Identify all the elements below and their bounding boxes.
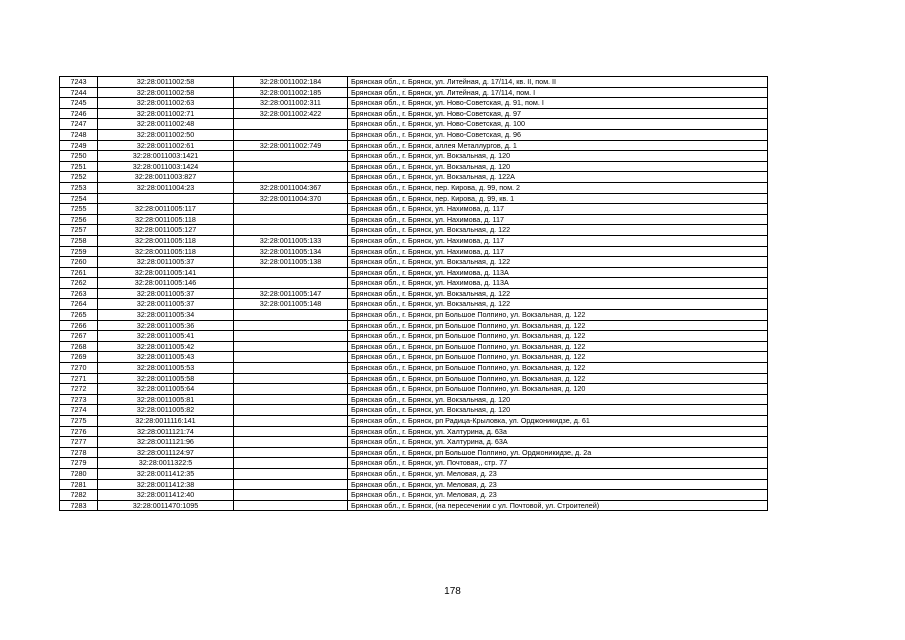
address-cell: Брянская обл., г. Брянск, аллея Металлургов, д. 1 xyxy=(348,140,768,151)
table-row xyxy=(60,151,768,162)
address-cell: Брянская обл., г. Брянск, рп Большое Полпино, ул. Вокзальная, д. 120 xyxy=(348,384,768,395)
premises-cadastral-number-cell: 32:28:0011002:749 xyxy=(234,140,348,151)
cadastral-number-cell: 32:28:0011005:117 xyxy=(98,204,234,215)
cadastral-number-cell: 32:28:0011470:1095 xyxy=(98,500,234,511)
premises-cadastral-number-cell xyxy=(234,172,348,183)
table-row xyxy=(60,352,768,363)
table-row xyxy=(60,77,768,88)
premises-cadastral-number-cell xyxy=(234,363,348,374)
premises-cadastral-number-cell xyxy=(234,214,348,225)
table-body xyxy=(60,77,768,511)
row-number-cell: 7261 xyxy=(60,267,98,278)
table-row xyxy=(60,490,768,501)
premises-cadastral-number-cell xyxy=(234,129,348,140)
row-number-cell: 7279 xyxy=(60,458,98,469)
cadastral-number-cell: 32:28:0011002:58 xyxy=(98,87,234,98)
table-row xyxy=(60,246,768,257)
address-cell: Брянская обл., г. Брянск, ул. Нахимова, д. 117 xyxy=(348,235,768,246)
cadastral-number-cell: 32:28:0011003:827 xyxy=(98,172,234,183)
premises-cadastral-number-cell xyxy=(234,373,348,384)
address-cell: Брянская обл., г. Брянск, ул. Нахимова, д. 117 xyxy=(348,204,768,215)
table-row xyxy=(60,405,768,416)
premises-cadastral-number-cell xyxy=(234,426,348,437)
address-cell: Брянская обл., г. Брянск, ул. Ново-Советская, д. 97 xyxy=(348,108,768,119)
cadastral-number-cell: 32:28:0011002:50 xyxy=(98,129,234,140)
table-row xyxy=(60,193,768,204)
row-number-cell: 7256 xyxy=(60,214,98,225)
table-row xyxy=(60,500,768,511)
address-cell: Брянская обл., г. Брянск, ул. Вокзальная, д. 122 xyxy=(348,257,768,268)
row-number-cell: 7267 xyxy=(60,331,98,342)
cadastral-number-cell: 32:28:0011005:37 xyxy=(98,257,234,268)
address-cell: Брянская обл., г. Брянск, ул. Ново-Советская, д. 100 xyxy=(348,119,768,130)
table-row xyxy=(60,214,768,225)
row-number-cell: 7250 xyxy=(60,151,98,162)
address-cell: Брянская обл., г. Брянск, ул. Вокзальная, д. 120 xyxy=(348,394,768,405)
row-number-cell: 7255 xyxy=(60,204,98,215)
address-cell: Брянская обл., г. Брянск, ул. Нахимова, д. 117 xyxy=(348,246,768,257)
table-row xyxy=(60,416,768,427)
cadastral-number-cell: 32:28:0011116:141 xyxy=(98,416,234,427)
row-number-cell: 7253 xyxy=(60,182,98,193)
table-row xyxy=(60,331,768,342)
premises-cadastral-number-cell: 32:28:0011005:147 xyxy=(234,288,348,299)
premises-cadastral-number-cell xyxy=(234,437,348,448)
cadastral-number-cell: 32:28:0011005:127 xyxy=(98,225,234,236)
row-number-cell: 7269 xyxy=(60,352,98,363)
row-number-cell: 7276 xyxy=(60,426,98,437)
table-row xyxy=(60,225,768,236)
cadastral-number-cell: 32:28:0011005:118 xyxy=(98,235,234,246)
row-number-cell: 7274 xyxy=(60,405,98,416)
table-row xyxy=(60,320,768,331)
address-cell: Брянская обл., г. Брянск, ул. Халтурина, д. 63а xyxy=(348,426,768,437)
table-row xyxy=(60,447,768,458)
cadastral-number-cell: 32:28:0011002:63 xyxy=(98,98,234,109)
page-number: 178 xyxy=(444,586,461,597)
address-cell: Брянская обл., г. Брянск, рп Большое Полпино, ул. Вокзальная, д. 122 xyxy=(348,363,768,374)
premises-cadastral-number-cell xyxy=(234,331,348,342)
premises-cadastral-number-cell xyxy=(234,394,348,405)
table-row xyxy=(60,468,768,479)
row-number-cell: 7243 xyxy=(60,77,98,88)
premises-cadastral-number-cell xyxy=(234,479,348,490)
address-cell: Брянская обл., г. Брянск, ул. Ново-Советская, д. 96 xyxy=(348,129,768,140)
table-row xyxy=(60,384,768,395)
cadastral-number-cell: 32:28:0011004:23 xyxy=(98,182,234,193)
table-row xyxy=(60,108,768,119)
table-row xyxy=(60,310,768,321)
premises-cadastral-number-cell xyxy=(234,225,348,236)
row-number-cell: 7273 xyxy=(60,394,98,405)
cadastral-number-cell: 32:28:0011005:43 xyxy=(98,352,234,363)
address-cell: Брянская обл., г. Брянск, ул. Вокзальная, д. 122 xyxy=(348,225,768,236)
premises-cadastral-number-cell xyxy=(234,310,348,321)
cadastral-number-cell: 32:28:0011005:53 xyxy=(98,363,234,374)
row-number-cell: 7280 xyxy=(60,468,98,479)
premises-cadastral-number-cell: 32:28:0011005:138 xyxy=(234,257,348,268)
premises-cadastral-number-cell xyxy=(234,458,348,469)
cadastral-number-cell: 32:28:0011002:61 xyxy=(98,140,234,151)
row-number-cell: 7275 xyxy=(60,416,98,427)
premises-cadastral-number-cell: 32:28:0011004:367 xyxy=(234,182,348,193)
cadastral-number-cell: 32:28:0011121:74 xyxy=(98,426,234,437)
row-number-cell: 7263 xyxy=(60,288,98,299)
cadastral-number-cell xyxy=(98,193,234,204)
address-cell: Брянская обл., г. Брянск, ул. Меловая, д. 23 xyxy=(348,468,768,479)
row-number-cell: 7248 xyxy=(60,129,98,140)
table-row xyxy=(60,278,768,289)
premises-cadastral-number-cell xyxy=(234,416,348,427)
premises-cadastral-number-cell xyxy=(234,490,348,501)
row-number-cell: 7251 xyxy=(60,161,98,172)
row-number-cell: 7259 xyxy=(60,246,98,257)
row-number-cell: 7258 xyxy=(60,235,98,246)
premises-cadastral-number-cell: 32:28:0011002:422 xyxy=(234,108,348,119)
address-cell: Брянская обл., г. Брянск, ул. Меловая, д. 23 xyxy=(348,490,768,501)
cadastral-number-cell: 32:28:0011005:58 xyxy=(98,373,234,384)
address-cell: Брянская обл., г. Брянск, рп Большое Полпино, ул. Орджоникидзе, д. 2а xyxy=(348,447,768,458)
row-number-cell: 7282 xyxy=(60,490,98,501)
table-row xyxy=(60,161,768,172)
address-cell: Брянская обл., г. Брянск, ул. Нахимова, д. 113А xyxy=(348,278,768,289)
row-number-cell: 7244 xyxy=(60,87,98,98)
row-number-cell: 7283 xyxy=(60,500,98,511)
cadastral-number-cell: 32:28:0011002:48 xyxy=(98,119,234,130)
table-row xyxy=(60,204,768,215)
table-row xyxy=(60,119,768,130)
premises-cadastral-number-cell xyxy=(234,278,348,289)
premises-cadastral-number-cell xyxy=(234,161,348,172)
address-cell: Брянская обл., г. Брянск, рп Большое Полпино, ул. Вокзальная, д. 122 xyxy=(348,320,768,331)
cadastral-number-cell: 32:28:0011005:41 xyxy=(98,331,234,342)
premises-cadastral-number-cell xyxy=(234,151,348,162)
premises-cadastral-number-cell: 32:28:0011004:370 xyxy=(234,193,348,204)
table-row xyxy=(60,437,768,448)
cadastral-number-cell: 32:28:0011322:5 xyxy=(98,458,234,469)
premises-cadastral-number-cell xyxy=(234,119,348,130)
property-registry-table xyxy=(59,76,768,511)
address-cell: Брянская обл., г. Брянск, ул. Меловая, д. 23 xyxy=(348,479,768,490)
premises-cadastral-number-cell xyxy=(234,320,348,331)
address-cell: Брянская обл., г. Брянск, ул. Ново-Советская, д. 91, пом. I xyxy=(348,98,768,109)
cadastral-number-cell: 32:28:0011005:37 xyxy=(98,288,234,299)
premises-cadastral-number-cell xyxy=(234,405,348,416)
cadastral-number-cell: 32:28:0011003:1424 xyxy=(98,161,234,172)
address-cell: Брянская обл., г. Брянск, рп Большое Полпино, ул. Вокзальная, д. 122 xyxy=(348,331,768,342)
table-row xyxy=(60,182,768,193)
table-row xyxy=(60,341,768,352)
table-row xyxy=(60,394,768,405)
table-row xyxy=(60,479,768,490)
table-row xyxy=(60,458,768,469)
table-row xyxy=(60,87,768,98)
row-number-cell: 7277 xyxy=(60,437,98,448)
table-row xyxy=(60,235,768,246)
row-number-cell: 7281 xyxy=(60,479,98,490)
row-number-cell: 7260 xyxy=(60,257,98,268)
address-cell: Брянская обл., г. Брянск, ул. Вокзальная, д. 120 xyxy=(348,161,768,172)
table-row xyxy=(60,129,768,140)
address-cell: Брянская обл., г. Брянск, ул. Халтурина, д. 63А xyxy=(348,437,768,448)
table-row xyxy=(60,363,768,374)
row-number-cell: 7246 xyxy=(60,108,98,119)
address-cell: Брянская обл., г. Брянск, рп Радица-Крыловка, ул. Орджоникидзе, д. 61 xyxy=(348,416,768,427)
premises-cadastral-number-cell xyxy=(234,384,348,395)
cadastral-number-cell: 32:28:0011003:1421 xyxy=(98,151,234,162)
cadastral-number-cell: 32:28:0011412:40 xyxy=(98,490,234,501)
row-number-cell: 7262 xyxy=(60,278,98,289)
premises-cadastral-number-cell xyxy=(234,267,348,278)
premises-cadastral-number-cell: 32:28:0011002:185 xyxy=(234,87,348,98)
cadastral-number-cell: 32:28:0011005:146 xyxy=(98,278,234,289)
cadastral-number-cell: 32:28:0011412:38 xyxy=(98,479,234,490)
address-cell: Брянская обл., г. Брянск, пер. Кирова, д. 99, пом. 2 xyxy=(348,182,768,193)
address-cell: Брянская обл., г. Брянск, ул. Литейная, д. 17/114, пом. I xyxy=(348,87,768,98)
address-cell: Брянская обл., г. Брянск, ул. Литейная, д. 17/114, кв. II, пом. II xyxy=(348,77,768,88)
premises-cadastral-number-cell xyxy=(234,500,348,511)
cadastral-number-cell: 32:28:0011121:96 xyxy=(98,437,234,448)
cadastral-number-cell: 32:28:0011005:118 xyxy=(98,246,234,257)
address-cell: Брянская обл., г. Брянск, ул. Нахимова, д. 113А xyxy=(348,267,768,278)
row-number-cell: 7266 xyxy=(60,320,98,331)
row-number-cell: 7270 xyxy=(60,363,98,374)
table-row xyxy=(60,257,768,268)
address-cell: Брянская обл., г. Брянск, рп Большое Полпино, ул. Вокзальная, д. 122 xyxy=(348,341,768,352)
address-cell: Брянская обл., г. Брянск, ул. Нахимова, д. 117 xyxy=(348,214,768,225)
table-row xyxy=(60,288,768,299)
cadastral-number-cell: 32:28:0011005:118 xyxy=(98,214,234,225)
premises-cadastral-number-cell: 32:28:0011002:184 xyxy=(234,77,348,88)
table-row xyxy=(60,426,768,437)
address-cell: Брянская обл., г. Брянск, ул. Вокзальная, д. 122 xyxy=(348,288,768,299)
table-row xyxy=(60,267,768,278)
address-cell: Брянская обл., г. Брянск, рп Большое Полпино, ул. Вокзальная, д. 122 xyxy=(348,352,768,363)
cadastral-number-cell: 32:28:0011002:58 xyxy=(98,77,234,88)
cadastral-number-cell: 32:28:0011005:34 xyxy=(98,310,234,321)
table-row xyxy=(60,140,768,151)
address-cell: Брянская обл., г. Брянск, пер. Кирова, д. 99, кв. 1 xyxy=(348,193,768,204)
row-number-cell: 7254 xyxy=(60,193,98,204)
premises-cadastral-number-cell xyxy=(234,341,348,352)
premises-cadastral-number-cell xyxy=(234,468,348,479)
premises-cadastral-number-cell: 32:28:0011005:133 xyxy=(234,235,348,246)
table-row xyxy=(60,98,768,109)
row-number-cell: 7278 xyxy=(60,447,98,458)
row-number-cell: 7268 xyxy=(60,341,98,352)
premises-cadastral-number-cell: 32:28:0011002:311 xyxy=(234,98,348,109)
cadastral-number-cell: 32:28:0011005:141 xyxy=(98,267,234,278)
address-cell: Брянская обл., г. Брянск, рп Большое Полпино, ул. Вокзальная, д. 122 xyxy=(348,373,768,384)
cadastral-number-cell: 32:28:0011005:36 xyxy=(98,320,234,331)
row-number-cell: 7271 xyxy=(60,373,98,384)
row-number-cell: 7272 xyxy=(60,384,98,395)
cadastral-number-cell: 32:28:0011005:82 xyxy=(98,405,234,416)
row-number-cell: 7252 xyxy=(60,172,98,183)
row-number-cell: 7264 xyxy=(60,299,98,310)
premises-cadastral-number-cell: 32:28:0011005:134 xyxy=(234,246,348,257)
premises-cadastral-number-cell xyxy=(234,352,348,363)
row-number-cell: 7257 xyxy=(60,225,98,236)
address-cell: Брянская обл., г. Брянск, ул. Вокзальная, д. 122 xyxy=(348,299,768,310)
table-row xyxy=(60,172,768,183)
address-cell: Брянская обл., г. Брянск, ул. Вокзальная, д. 120 xyxy=(348,405,768,416)
address-cell: Брянская обл., г. Брянск, ул. Вокзальная, д. 122А xyxy=(348,172,768,183)
table-row xyxy=(60,299,768,310)
cadastral-number-cell: 32:28:0011005:64 xyxy=(98,384,234,395)
address-cell: Брянская обл., г. Брянск, ул. Вокзальная, д. 120 xyxy=(348,151,768,162)
cadastral-number-cell: 32:28:0011124:97 xyxy=(98,447,234,458)
row-number-cell: 7247 xyxy=(60,119,98,130)
cadastral-number-cell: 32:28:0011005:37 xyxy=(98,299,234,310)
row-number-cell: 7249 xyxy=(60,140,98,151)
cadastral-number-cell: 32:28:0011412:35 xyxy=(98,468,234,479)
table-row xyxy=(60,373,768,384)
cadastral-number-cell: 32:28:0011005:42 xyxy=(98,341,234,352)
premises-cadastral-number-cell: 32:28:0011005:148 xyxy=(234,299,348,310)
row-number-cell: 7245 xyxy=(60,98,98,109)
address-cell: Брянская обл., г. Брянск, ул. Почтовая,, стр. 77 xyxy=(348,458,768,469)
cadastral-number-cell: 32:28:0011005:81 xyxy=(98,394,234,405)
row-number-cell: 7265 xyxy=(60,310,98,321)
cadastral-number-cell: 32:28:0011002:71 xyxy=(98,108,234,119)
address-cell: Брянская обл., г. Брянск, (на пересечении с ул. Почтовой, ул. Строителей) xyxy=(348,500,768,511)
premises-cadastral-number-cell xyxy=(234,204,348,215)
address-cell: Брянская обл., г. Брянск, рп Большое Полпино, ул. Вокзальная, д. 122 xyxy=(348,310,768,321)
premises-cadastral-number-cell xyxy=(234,447,348,458)
